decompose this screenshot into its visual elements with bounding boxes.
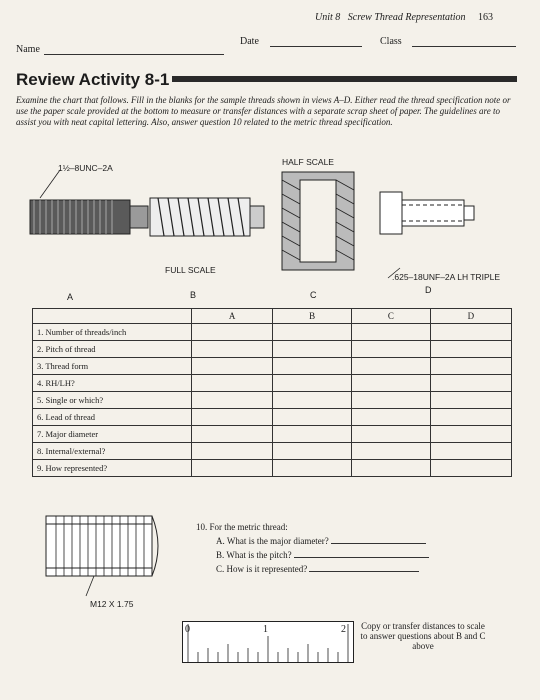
table-row (33, 324, 512, 341)
row-label: 3. Thread form (33, 358, 192, 375)
answer-cell[interactable] (430, 358, 511, 375)
column-header: B (273, 309, 352, 324)
name-field[interactable] (44, 54, 224, 55)
question-10-heading: 10. For the metric thread: (196, 522, 288, 532)
table-row (33, 358, 512, 375)
answer-cell[interactable] (351, 375, 430, 392)
title-rule (172, 76, 517, 82)
view-c-scale: HALF SCALE (282, 157, 334, 167)
view-d-note: .625–18UNF–2A LH TRIPLE (392, 272, 501, 282)
answer-cell[interactable] (192, 409, 273, 426)
question-10b (196, 548, 429, 562)
view-d-letter: D (425, 285, 432, 295)
answer-cell[interactable] (351, 460, 430, 477)
row-label: 4. RH/LH? (33, 375, 192, 392)
row-label: 2. Pitch of thread (33, 341, 192, 358)
row-label: 9. How represented? (33, 460, 192, 477)
answer-cell[interactable] (273, 460, 352, 477)
running-header (315, 12, 493, 23)
answer-cell[interactable] (192, 358, 273, 375)
view-b-drawing (150, 198, 264, 236)
answer-cell[interactable] (351, 358, 430, 375)
class-label: Class (380, 36, 402, 47)
question-10b-text: B. What is the pitch? (216, 550, 292, 560)
answer-cell[interactable] (192, 375, 273, 392)
table-corner (33, 309, 192, 324)
answer-cell[interactable] (430, 409, 511, 426)
question-10a-text: A. What is the major diameter? (216, 536, 329, 546)
question-10c (196, 562, 429, 576)
answer-10c-line[interactable] (309, 562, 419, 572)
answer-10b-line[interactable] (294, 548, 429, 558)
answer-cell[interactable] (273, 392, 352, 409)
row-label: 5. Single or which? (33, 392, 192, 409)
table-row (33, 460, 512, 477)
table-header-row (33, 309, 512, 324)
scale-tick-label: 2 (341, 624, 346, 635)
answer-cell[interactable] (273, 375, 352, 392)
row-label: 8. Internal/external? (33, 443, 192, 460)
answer-cell[interactable] (273, 324, 352, 341)
question-10a (196, 534, 429, 548)
thread-views (20, 150, 530, 310)
column-header: C (351, 309, 430, 324)
answer-cell[interactable] (430, 341, 511, 358)
table-row (33, 392, 512, 409)
column-header: A (192, 309, 273, 324)
row-label: 7. Major diameter (33, 426, 192, 443)
section-label: Screw Thread Representation (347, 12, 466, 23)
answer-cell[interactable] (273, 341, 352, 358)
question-10 (196, 521, 429, 576)
scale-note: Copy or transfer distances to scale to answer questions about B and C above (360, 621, 486, 651)
answer-cell[interactable] (430, 375, 511, 392)
table-row (33, 443, 512, 460)
name-label: Name (16, 44, 40, 55)
column-header: D (430, 309, 511, 324)
answer-cell[interactable] (351, 392, 430, 409)
scale-ticks (183, 622, 353, 662)
row-label: 6. Lead of thread (33, 409, 192, 426)
answer-cell[interactable] (351, 443, 430, 460)
metric-thread-drawing (40, 510, 180, 610)
table-row (33, 375, 512, 392)
answer-cell[interactable] (192, 460, 273, 477)
date-label: Date (240, 36, 259, 47)
row-label: 1. Number of threads/inch (33, 324, 192, 341)
view-c-drawing (282, 172, 354, 270)
answer-cell[interactable] (430, 426, 511, 443)
paper-scale (182, 621, 354, 663)
answer-cell[interactable] (192, 443, 273, 460)
answer-cell[interactable] (273, 409, 352, 426)
scale-tick-label: 0 (185, 624, 190, 635)
view-a-letter: A (67, 292, 74, 302)
class-field[interactable] (412, 46, 516, 47)
instructions: Examine the chart that follows. Fill in the blanks for the sample threads shown in views A–D. Either read the thread specification note or use the paper scale provided at the bottom to measure or transfer distances with a separate scrap sheet of paper. The guidelines are to assist you with neat capital lettering. Also, answer question 10 related to the metric thread specification. (16, 95, 511, 127)
view-d-drawing (380, 192, 474, 278)
answer-cell[interactable] (273, 426, 352, 443)
question-10c-text: C. How is it represented? (216, 564, 308, 574)
activity-title: Review Activity 8-1 (16, 70, 170, 89)
answer-cell[interactable] (351, 324, 430, 341)
answer-cell[interactable] (430, 324, 511, 341)
unit-label: Unit 8 (315, 12, 341, 23)
view-a-drawing (30, 170, 148, 234)
scale-tick-label: 1 (263, 624, 268, 635)
answer-cell[interactable] (430, 392, 511, 409)
metric-note: M12 X 1.75 (90, 599, 134, 609)
answer-cell[interactable] (430, 443, 511, 460)
view-a-note: 1½–8UNC–2A (58, 163, 113, 173)
view-b-scale: FULL SCALE (165, 265, 216, 275)
answer-cell[interactable] (192, 324, 273, 341)
view-b-letter: B (190, 290, 197, 300)
answer-10a-line[interactable] (331, 534, 426, 544)
table-row (33, 341, 512, 358)
answer-cell[interactable] (351, 409, 430, 426)
table-row (33, 409, 512, 426)
table-row (33, 426, 512, 443)
page-number: 163 (478, 12, 494, 23)
answer-cell[interactable] (351, 341, 430, 358)
answer-cell[interactable] (351, 426, 430, 443)
answer-cell[interactable] (192, 392, 273, 409)
answer-cell[interactable] (273, 443, 352, 460)
view-c-letter: C (310, 290, 317, 300)
answer-cell[interactable] (192, 341, 273, 358)
thread-chart (32, 308, 512, 477)
answer-cell[interactable] (273, 358, 352, 375)
answer-cell[interactable] (430, 460, 511, 477)
date-field[interactable] (270, 46, 362, 47)
answer-cell[interactable] (192, 426, 273, 443)
